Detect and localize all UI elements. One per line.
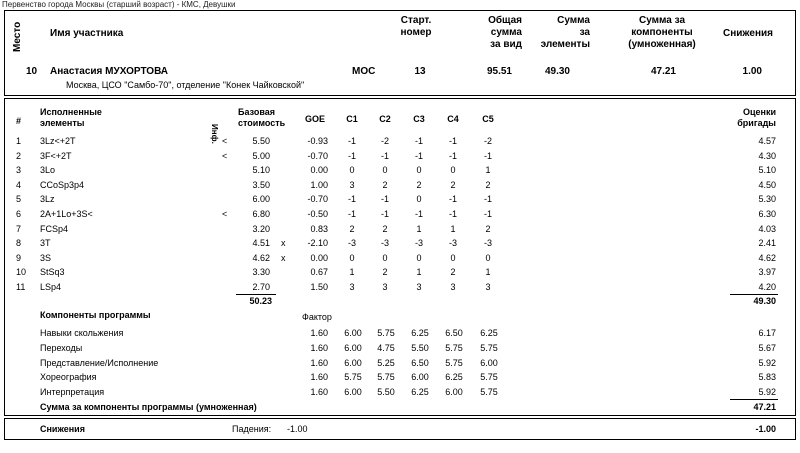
element-judge-score: -1 <box>347 151 356 161</box>
element-base-value: 4.62 <box>252 253 270 263</box>
component-factor: 1.60 <box>310 328 328 338</box>
component-factor: 1.60 <box>310 372 328 382</box>
element-judge-score: 2 <box>450 180 456 190</box>
element-judge-score: -1 <box>414 151 423 161</box>
component-judge-score: 6.00 <box>344 387 362 397</box>
element-code: CCoSp3p4 <box>40 180 85 190</box>
element-panel-score: 4.62 <box>758 253 776 263</box>
element-number: 11 <box>16 282 26 292</box>
col-number-header: # <box>16 116 22 126</box>
component-judge-score: 5.75 <box>445 343 463 353</box>
element-panel-score: 4.03 <box>758 224 776 234</box>
element-panel-score: 4.50 <box>758 180 776 190</box>
element-judge-score: -3 <box>380 238 389 248</box>
component-judge-score: 6.00 <box>344 358 362 368</box>
element-info: < <box>222 151 228 161</box>
skater-place: 10 <box>26 66 38 77</box>
components-total-divider <box>730 399 778 400</box>
element-panel-score: 4.20 <box>758 282 776 292</box>
element-number: 6 <box>16 209 22 219</box>
col-goe-header: GOE <box>304 114 325 124</box>
element-judge-score: -1 <box>380 209 389 219</box>
deductions-box <box>4 418 796 440</box>
falls-value: -1.00 <box>287 424 308 434</box>
component-judge-score: 4.75 <box>377 343 395 353</box>
element-goe: -0.70 <box>307 194 328 204</box>
components-title: Компоненты программы <box>40 310 151 320</box>
header-place: Место <box>12 21 23 52</box>
element-panel-score: 3.97 <box>758 267 776 277</box>
element-judge-score: 2 <box>416 180 422 190</box>
element-goe: 0.00 <box>310 253 328 263</box>
element-goe: 1.00 <box>310 180 328 190</box>
element-judge-score: -2 <box>380 136 389 146</box>
component-judge-score: 5.50 <box>411 343 429 353</box>
element-goe: -0.70 <box>307 151 328 161</box>
element-bonus-mark: x <box>281 238 286 248</box>
component-name: Интерпретация <box>40 387 105 397</box>
component-name: Переходы <box>40 343 83 353</box>
skater-start-number: 13 <box>414 66 426 77</box>
element-info: < <box>222 209 228 219</box>
component-panel-score: 5.92 <box>758 387 776 397</box>
header-components-sum: Сумма за компоненты (умноженная) <box>628 15 696 50</box>
col-base-header: Базовая стоимость <box>238 107 286 128</box>
element-panel-score: 5.10 <box>758 165 776 175</box>
component-panel-score: 5.83 <box>758 372 776 382</box>
header-name: Имя участника <box>50 28 124 39</box>
col-j3-header: C3 <box>413 114 425 124</box>
element-number: 4 <box>16 180 22 190</box>
element-judge-score: 3 <box>382 282 388 292</box>
element-judge-score: -3 <box>414 238 423 248</box>
element-judge-score: 0 <box>485 253 491 263</box>
element-judge-score: 2 <box>349 224 355 234</box>
falls-label: Падения: <box>232 424 272 434</box>
component-judge-score: 5.25 <box>377 358 395 368</box>
element-judge-score: -1 <box>483 151 492 161</box>
element-number: 7 <box>16 224 22 234</box>
header-total: Общая сумма за вид <box>488 15 522 50</box>
skater-deductions: 1.00 <box>742 66 762 77</box>
col-j4-header: C4 <box>447 114 459 124</box>
component-judge-score: 5.75 <box>344 372 362 382</box>
col-info-header: Инф. <box>210 124 219 144</box>
element-judge-score: 1 <box>450 224 456 234</box>
element-bonus-mark: x <box>281 253 286 263</box>
deductions-label: Снижения <box>40 424 85 434</box>
skater-total: 95.51 <box>486 66 512 77</box>
element-judge-score: 2 <box>382 224 388 234</box>
component-name: Навыки скольжения <box>40 328 124 338</box>
element-judge-score: 0 <box>416 194 422 204</box>
element-panel-score: 4.30 <box>758 151 776 161</box>
element-code: 3Lo <box>40 165 56 175</box>
component-judge-score: 6.50 <box>411 358 429 368</box>
element-judge-score: 2 <box>382 267 388 277</box>
component-judge-score: 6.00 <box>344 343 362 353</box>
element-code: 3Lz<+2T <box>40 136 76 146</box>
element-base-value: 3.50 <box>252 180 270 190</box>
element-judge-score: -1 <box>380 151 389 161</box>
element-judge-score: -1 <box>380 194 389 204</box>
element-code: LSp4 <box>40 282 62 292</box>
element-judge-score: -1 <box>347 136 356 146</box>
component-judge-score: 5.75 <box>445 358 463 368</box>
element-goe: 0.67 <box>310 267 328 277</box>
element-number: 1 <box>16 136 22 146</box>
element-judge-score: 0 <box>349 165 355 175</box>
element-judge-score: 0 <box>382 165 388 175</box>
element-base-value: 6.80 <box>252 209 270 219</box>
component-judge-score: 6.25 <box>445 372 463 382</box>
component-judge-score: 6.25 <box>480 328 498 338</box>
element-base-value: 3.20 <box>252 224 270 234</box>
element-base-value: 5.00 <box>252 151 270 161</box>
element-judge-score: 1 <box>485 165 491 175</box>
element-judge-score: 1 <box>349 267 355 277</box>
header-elements-sum: Сумма за элементы <box>540 15 590 50</box>
element-judge-score: 2 <box>450 267 456 277</box>
element-judge-score: 0 <box>416 253 422 263</box>
element-base-value: 6.00 <box>252 194 270 204</box>
element-panel-score: 5.30 <box>758 194 776 204</box>
element-goe: 0.00 <box>310 165 328 175</box>
element-goe: -0.50 <box>307 209 328 219</box>
element-judge-score: -1 <box>483 209 492 219</box>
element-judge-score: -2 <box>483 136 492 146</box>
component-judge-score: 6.25 <box>411 387 429 397</box>
component-judge-score: 5.75 <box>480 343 498 353</box>
element-judge-score: -1 <box>448 209 457 219</box>
col-j5-header: C5 <box>482 114 494 124</box>
col-score-header: Оценки бригады <box>737 107 776 128</box>
element-judge-score: 3 <box>349 180 355 190</box>
element-code: 3Lz <box>40 194 55 204</box>
component-factor: 1.60 <box>310 343 328 353</box>
element-judge-score: 0 <box>349 253 355 263</box>
component-judge-score: 6.00 <box>445 387 463 397</box>
element-judge-score: 3 <box>416 282 422 292</box>
component-judge-score: 6.50 <box>445 328 463 338</box>
element-judge-score: 2 <box>485 180 491 190</box>
component-name: Хореография <box>40 372 97 382</box>
element-base-value: 5.10 <box>252 165 270 175</box>
base-total-divider <box>236 294 276 295</box>
element-judge-score: -1 <box>414 136 423 146</box>
element-judge-score: 3 <box>485 282 491 292</box>
element-judge-score: -1 <box>448 151 457 161</box>
element-base-value: 3.30 <box>252 267 270 277</box>
element-code: 3F<+2T <box>40 151 72 161</box>
elements-total: 49.30 <box>753 296 776 306</box>
component-judge-score: 5.75 <box>377 328 395 338</box>
component-panel-score: 5.67 <box>758 343 776 353</box>
components-total: 47.21 <box>753 402 776 412</box>
element-base-value: 5.50 <box>252 136 270 146</box>
col-j2-header: C2 <box>379 114 391 124</box>
element-panel-score: 4.57 <box>758 136 776 146</box>
component-name: Представление/Исполнение <box>40 358 159 368</box>
skater-elements: 49.30 <box>544 66 570 77</box>
element-goe: 1.50 <box>310 282 328 292</box>
element-judge-score: 0 <box>416 165 422 175</box>
col-elements-header: Исполненные элементы <box>40 107 102 128</box>
components-total-label: Сумма за компоненты программы (умноженная) <box>40 402 257 412</box>
element-judge-score: -3 <box>483 238 492 248</box>
element-base-value: 2.70 <box>252 282 270 292</box>
element-judge-score: 1 <box>416 267 422 277</box>
element-judge-score: 2 <box>382 180 388 190</box>
component-judge-score: 6.00 <box>344 328 362 338</box>
element-goe: 0.83 <box>310 224 328 234</box>
skater-components: 47.21 <box>650 66 676 77</box>
base-total: 50.23 <box>249 296 272 306</box>
component-panel-score: 6.17 <box>758 328 776 338</box>
element-judge-score: -1 <box>414 209 423 219</box>
element-goe: -0.93 <box>307 136 328 146</box>
element-judge-score: -1 <box>448 194 457 204</box>
element-number: 8 <box>16 238 22 248</box>
element-number: 2 <box>16 151 22 161</box>
element-judge-score: -1 <box>347 209 356 219</box>
element-judge-score: -1 <box>483 194 492 204</box>
element-panel-score: 6.30 <box>758 209 776 219</box>
element-code: FCSp4 <box>40 224 69 234</box>
deductions-total: -1.00 <box>755 424 776 434</box>
element-judge-score: 0 <box>450 165 456 175</box>
element-code: 3S <box>40 253 52 263</box>
skater-club: Москва, ЦСО "Самбо-70", отделение "Конек Чайковской" <box>66 80 305 90</box>
component-judge-score: 6.00 <box>411 372 429 382</box>
score-total-divider <box>730 294 778 295</box>
element-judge-score: -3 <box>347 238 356 248</box>
element-number: 5 <box>16 194 22 204</box>
component-judge-score: 6.00 <box>480 358 498 368</box>
element-number: 10 <box>16 267 27 277</box>
element-judge-score: -1 <box>448 136 457 146</box>
element-code: 2A+1Lo+3S< <box>40 209 93 219</box>
factor-label: Фактор <box>302 312 332 322</box>
component-factor: 1.60 <box>310 387 328 397</box>
col-j1-header: C1 <box>346 114 358 124</box>
element-judge-score: 2 <box>485 224 491 234</box>
skater-nation: МОС <box>352 66 376 77</box>
component-judge-score: 5.50 <box>377 387 395 397</box>
header-start-number: Старт. номер <box>400 15 432 38</box>
element-judge-score: 3 <box>349 282 355 292</box>
element-code: 3T <box>40 238 51 248</box>
element-judge-score: 3 <box>450 282 456 292</box>
element-judge-score: -3 <box>448 238 457 248</box>
element-goe: -2.10 <box>307 238 328 248</box>
component-judge-score: 5.75 <box>377 372 395 382</box>
element-number: 9 <box>16 253 22 263</box>
event-title: Первенство города Москвы (старший возраст) - КМС, Девушки <box>2 0 236 9</box>
skater-name: Анастасия МУХОРТОВА <box>50 66 169 77</box>
element-judge-score: 0 <box>382 253 388 263</box>
component-panel-score: 5.92 <box>758 358 776 368</box>
element-number: 3 <box>16 165 22 175</box>
element-judge-score: -1 <box>347 194 356 204</box>
element-base-value: 4.51 <box>252 238 270 248</box>
element-judge-score: 0 <box>450 253 456 263</box>
element-judge-score: 1 <box>416 224 422 234</box>
element-info: < <box>222 136 228 146</box>
element-code: StSq3 <box>40 267 65 277</box>
header-deductions: Снижения <box>723 28 773 39</box>
element-panel-score: 2.41 <box>758 238 776 248</box>
component-judge-score: 6.25 <box>411 328 429 338</box>
component-judge-score: 5.75 <box>480 387 498 397</box>
component-judge-score: 5.75 <box>480 372 498 382</box>
component-factor: 1.60 <box>310 358 328 368</box>
element-judge-score: 1 <box>485 267 491 277</box>
